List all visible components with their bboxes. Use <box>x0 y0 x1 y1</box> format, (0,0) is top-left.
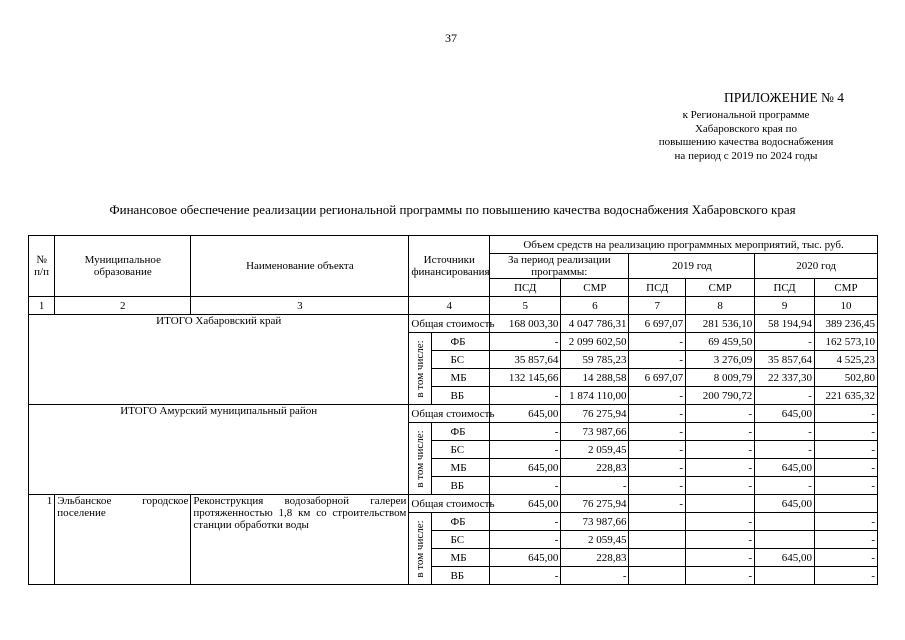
cell-value: - <box>629 387 686 405</box>
row-index: 1 <box>29 495 55 585</box>
cell-value <box>814 495 877 513</box>
appendix-line: Хабаровского края по <box>694 122 797 135</box>
appendix-title: ПРИЛОЖЕНИЕ № 4 <box>723 90 844 105</box>
header-psd: ПСД <box>490 279 561 297</box>
cell-value: 645,00 <box>490 495 561 513</box>
header-smr: СМР <box>686 279 755 297</box>
table-row <box>29 405 878 423</box>
cell-value: 645,00 <box>755 459 815 477</box>
appendix-line: повышению качества водоснабжения <box>658 136 834 148</box>
cell-value: 76 275,94 <box>561 495 629 513</box>
header-volume: Объем средств на реализацию программных мероприятий, тыс. руб. <box>490 236 878 254</box>
cell-value: - <box>629 459 686 477</box>
cell-value: - <box>814 549 877 567</box>
appendix-line: к Региональной программе <box>682 109 810 121</box>
cell-value: - <box>490 513 561 531</box>
cell-value: - <box>686 567 755 585</box>
cell-value: 389 236,45 <box>814 315 877 333</box>
cell-value <box>629 513 686 531</box>
cell-value: 6 697,07 <box>629 315 686 333</box>
cell-value <box>629 549 686 567</box>
col-number: 1 <box>29 297 55 315</box>
cell-value: 1 874 110,00 <box>561 387 629 405</box>
in-that-number-label: в том числе: <box>409 333 432 405</box>
block-title: ИТОГО Хабаровский край <box>29 315 409 405</box>
cell-value: 162 573,10 <box>814 333 877 351</box>
source-label: ВБ <box>432 477 490 495</box>
cell-value: - <box>629 423 686 441</box>
cell-value: 59 785,23 <box>561 351 629 369</box>
cell-value: - <box>755 477 815 495</box>
cell-value: - <box>490 477 561 495</box>
cell-value: - <box>814 477 877 495</box>
table-row <box>29 315 878 333</box>
cell-value <box>629 531 686 549</box>
cell-value: 4 047 786,31 <box>561 315 629 333</box>
in-that-number-label: в том числе: <box>409 513 432 585</box>
source-label: БС <box>432 441 490 459</box>
col-number: 6 <box>561 297 629 315</box>
source-label: МБ <box>432 369 490 387</box>
cell-value: - <box>490 567 561 585</box>
source-label: ВБ <box>432 387 490 405</box>
cell-value: - <box>814 405 877 423</box>
table-row <box>29 495 878 513</box>
cell-value: 22 337,30 <box>755 369 815 387</box>
header-psd: ПСД <box>629 279 686 297</box>
cell-value: 76 275,94 <box>561 405 629 423</box>
cell-value: - <box>686 441 755 459</box>
cell-value: 228,83 <box>561 549 629 567</box>
cell-value: - <box>686 405 755 423</box>
cell-value: 73 987,66 <box>561 423 629 441</box>
cell-value: - <box>814 513 877 531</box>
cell-value: - <box>490 387 561 405</box>
appendix-header <box>640 90 852 163</box>
cell-value: - <box>490 531 561 549</box>
cell-value: - <box>629 333 686 351</box>
col-number: 8 <box>686 297 755 315</box>
appendix-line: на период с 2019 по 2024 годы <box>674 149 818 162</box>
cell-value: 132 145,66 <box>490 369 561 387</box>
cell-value: - <box>814 441 877 459</box>
source-label: МБ <box>432 459 490 477</box>
cell-value: 4 525,23 <box>814 351 877 369</box>
cell-value: - <box>490 333 561 351</box>
cell-value: 221 635,32 <box>814 387 877 405</box>
header-municipality: Муниципальное образование <box>55 236 191 297</box>
cell-value: - <box>629 351 686 369</box>
cell-value: - <box>686 513 755 531</box>
source-label: ФБ <box>432 423 490 441</box>
cell-value: 35 857,64 <box>490 351 561 369</box>
object-name: Реконструкция водозаборной галереи протяженностью 1,8 км со строительством станции обработки воды <box>191 495 409 585</box>
cell-value: 58 194,94 <box>755 315 815 333</box>
page-number: 37 <box>445 31 457 45</box>
cell-value: 73 987,66 <box>561 513 629 531</box>
cell-value: 69 459,50 <box>686 333 755 351</box>
header-psd: ПСД <box>755 279 815 297</box>
header-period: За период реализации программы: <box>490 254 629 279</box>
cell-value: - <box>686 423 755 441</box>
cell-value: - <box>490 423 561 441</box>
cell-value: 168 003,30 <box>490 315 561 333</box>
cell-value <box>629 567 686 585</box>
cell-value: 645,00 <box>755 405 815 423</box>
source-label: ВБ <box>432 567 490 585</box>
cell-value: 228,83 <box>561 459 629 477</box>
cell-value <box>755 567 815 585</box>
col-number: 9 <box>755 297 815 315</box>
cell-value: - <box>629 495 686 513</box>
source-label: ФБ <box>432 333 490 351</box>
table-body <box>29 315 878 585</box>
cell-value: - <box>686 549 755 567</box>
header-sources: Источники финансирования <box>409 236 490 297</box>
source-label: МБ <box>432 549 490 567</box>
header-smr: СМР <box>814 279 877 297</box>
cell-value <box>755 513 815 531</box>
block-title: ИТОГО Амурский муниципальный район <box>29 405 409 495</box>
cell-value: 2 059,45 <box>561 441 629 459</box>
cell-value: 645,00 <box>490 549 561 567</box>
cell-value: 3 276,09 <box>686 351 755 369</box>
cell-value: - <box>686 531 755 549</box>
cell-value: 281 536,10 <box>686 315 755 333</box>
cell-value: 645,00 <box>755 549 815 567</box>
cell-value: 14 288,58 <box>561 369 629 387</box>
cell-value: 8 009,79 <box>686 369 755 387</box>
total-cost-label: Общая стоимость <box>409 405 490 423</box>
col-number: 3 <box>191 297 409 315</box>
cell-value: 2 099 602,50 <box>561 333 629 351</box>
cell-value: 645,00 <box>490 405 561 423</box>
header-num: № п/п <box>29 236 55 297</box>
cell-value: - <box>814 531 877 549</box>
cell-value: - <box>814 567 877 585</box>
cell-value: - <box>561 567 629 585</box>
header-smr: СМР <box>561 279 629 297</box>
cell-value <box>686 495 755 513</box>
cell-value: - <box>755 387 815 405</box>
cell-value: - <box>755 441 815 459</box>
col-number: 5 <box>490 297 561 315</box>
cell-value: - <box>755 423 815 441</box>
cell-value: 645,00 <box>490 459 561 477</box>
header-object: Наименование объекта <box>191 236 409 297</box>
cell-value <box>755 531 815 549</box>
total-cost-label: Общая стоимость <box>409 495 490 513</box>
cell-value: - <box>629 405 686 423</box>
col-number: 7 <box>629 297 686 315</box>
cell-value: - <box>686 459 755 477</box>
total-cost-label: Общая стоимость <box>409 315 490 333</box>
cell-value: - <box>686 477 755 495</box>
source-label: БС <box>432 531 490 549</box>
table-title: Финансовое обеспечение реализации региональной программы по повышению качества водоснабжения Хабаровского края <box>109 202 796 217</box>
cell-value: - <box>561 477 629 495</box>
cell-value: 2 059,45 <box>561 531 629 549</box>
col-number: 10 <box>814 297 877 315</box>
in-that-number-label: в том числе: <box>409 423 432 495</box>
cell-value: - <box>490 441 561 459</box>
cell-value: - <box>755 333 815 351</box>
cell-value: 645,00 <box>755 495 815 513</box>
cell-value: 502,80 <box>814 369 877 387</box>
cell-value: 200 790,72 <box>686 387 755 405</box>
col-number: 2 <box>55 297 191 315</box>
cell-value: 35 857,64 <box>755 351 815 369</box>
col-number: 4 <box>409 297 490 315</box>
cell-value: - <box>629 441 686 459</box>
municipality-name: Эльбанское городское поселение <box>55 495 191 585</box>
header-year-2020: 2020 год <box>755 254 878 279</box>
source-label: БС <box>432 351 490 369</box>
cell-value: - <box>814 459 877 477</box>
financing-table <box>28 235 878 585</box>
source-label: ФБ <box>432 513 490 531</box>
header-year-2019: 2019 год <box>629 254 755 279</box>
cell-value: - <box>814 423 877 441</box>
cell-value: - <box>629 477 686 495</box>
cell-value: 6 697,07 <box>629 369 686 387</box>
